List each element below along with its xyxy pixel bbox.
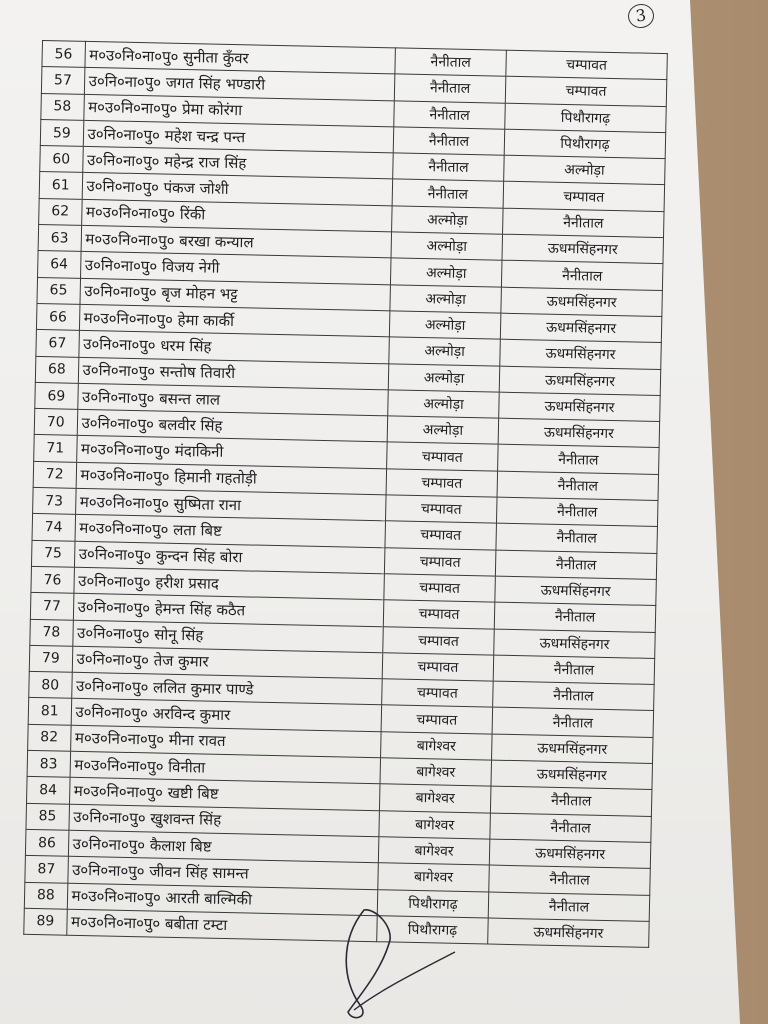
- from-district-cell: अल्मोड़ा: [388, 390, 500, 419]
- from-district-cell: अल्मोड़ा: [389, 337, 501, 366]
- to-district-cell: नैनीताल: [492, 708, 653, 738]
- serial-number-cell: 60: [40, 146, 83, 173]
- officer-name-cell: उ०नि०ना०पु० महेन्द्र राज सिंह: [82, 147, 393, 180]
- to-district-cell: नैनीताल: [493, 681, 654, 711]
- to-district-cell: ऊधमसिंहनगर: [494, 629, 655, 659]
- transfer-list-sheet: [22, 40, 668, 993]
- serial-number-cell: 70: [34, 409, 77, 436]
- from-district-cell: बागेश्वर: [378, 837, 490, 866]
- officer-name-cell: उ०नि०ना०पु० सन्तोष तिवारी: [78, 357, 389, 390]
- officer-name-cell: उ०नि०ना०पु० पंकज जोशी: [82, 173, 393, 206]
- to-district-cell: नैनीताल: [495, 550, 656, 580]
- serial-number-cell: 66: [36, 303, 79, 330]
- to-district-cell: नैनीताल: [494, 602, 655, 632]
- officer-name-cell: म०उ०नि०ना०पु० विनीता: [70, 751, 381, 784]
- serial-number-cell: 58: [41, 93, 84, 120]
- to-district-cell: ऊधमसिंहनगर: [500, 313, 661, 343]
- from-district-cell: चम्पावत: [383, 626, 495, 655]
- handwritten-signature: [330, 900, 460, 1024]
- officer-name-cell: उ०नि०ना०पु० हरीश प्रसाद: [73, 567, 384, 600]
- from-district-cell: अल्मोड़ा: [391, 232, 503, 261]
- from-district-cell: नैनीताल: [392, 179, 504, 208]
- to-district-cell: ऊधमसिंहनगर: [502, 234, 663, 264]
- to-district-cell: नैनीताल: [501, 261, 662, 291]
- officer-name-cell: उ०नि०ना०पु० कैलाश बिष्ट: [68, 830, 379, 863]
- from-district-cell: बागेश्वर: [380, 758, 492, 787]
- to-district-cell: ऊधमसिंहनगर: [501, 287, 662, 317]
- serial-number-cell: 62: [39, 198, 82, 225]
- serial-number-cell: 75: [31, 540, 74, 567]
- from-district-cell: अल्मोड़ा: [390, 258, 502, 287]
- from-district-cell: चम्पावत: [381, 705, 493, 734]
- from-district-cell: चम्पावत: [384, 574, 496, 603]
- serial-number-cell: 71: [34, 435, 77, 462]
- officer-name-cell: म०उ०नि०ना०पु० आरती बाल्मिकी: [67, 883, 378, 916]
- from-district-cell: अल्मोड़ा: [387, 416, 499, 445]
- to-district-cell: नैनीताल: [497, 471, 658, 501]
- serial-number-cell: 78: [30, 619, 73, 646]
- serial-number-cell: 77: [30, 593, 73, 620]
- to-district-cell: चम्पावत: [506, 50, 667, 80]
- serial-number-cell: 69: [35, 382, 78, 409]
- officer-name-cell: म०उ०नि०ना०पु० मंदाकिनी: [76, 436, 387, 469]
- to-district-cell: नैनीताल: [496, 523, 657, 553]
- serial-number-cell: 56: [42, 41, 85, 68]
- from-district-cell: बागेश्वर: [379, 810, 491, 839]
- serial-number-cell: 57: [41, 67, 84, 94]
- to-district-cell: चम्पावत: [503, 182, 664, 212]
- to-district-cell: ऊधमसिंहनगर: [499, 392, 660, 422]
- to-district-cell: नैनीताल: [490, 786, 651, 816]
- officer-name-cell: उ०नि०ना०पु० हेमन्त सिंह कठैत: [73, 594, 384, 627]
- serial-number-cell: 83: [27, 750, 70, 777]
- from-district-cell: पिथौरागढ़: [377, 916, 489, 945]
- from-district-cell: अल्मोड़ा: [389, 311, 501, 340]
- from-district-cell: बागेश्वर: [379, 784, 491, 813]
- from-district-cell: चम्पावत: [382, 679, 494, 708]
- officer-name-cell: उ०नि०ना०पु० जगत सिंह भण्डारी: [84, 68, 395, 101]
- officer-name-cell: उ०नि०ना०पु० अरविन्द कुमार: [71, 699, 382, 732]
- officer-name-cell: म०उ०नि०ना०पु० हिमानी गहतोड़ी: [76, 462, 387, 495]
- to-district-cell: पिथौरागढ़: [504, 129, 665, 159]
- from-district-cell: नैनीताल: [394, 100, 506, 129]
- from-district-cell: नैनीताल: [394, 74, 506, 103]
- officer-name-cell: उ०नि०ना०पु० धरम सिंह: [78, 331, 389, 364]
- to-district-cell: पिथौरागढ़: [505, 103, 666, 133]
- serial-number-cell: 67: [36, 330, 79, 357]
- serial-number-cell: 76: [31, 566, 74, 593]
- from-district-cell: चम्पावत: [386, 469, 498, 498]
- serial-number-cell: 59: [40, 119, 83, 146]
- from-district-cell: चम्पावत: [385, 495, 497, 524]
- serial-number-cell: 85: [26, 803, 69, 830]
- officer-name-cell: उ०नि०ना०पु० ललित कुमार पाण्डे: [71, 672, 382, 705]
- transfer-table: [23, 40, 668, 948]
- from-district-cell: चम्पावत: [385, 521, 497, 550]
- from-district-cell: अल्मोड़ा: [388, 363, 500, 392]
- officer-name-cell: म०उ०नि०ना०पु० हेमा कार्की: [79, 304, 390, 337]
- to-district-cell: नैनीताल: [490, 813, 651, 843]
- officer-name-cell: म०उ०नि०ना०पु० लता बिष्ट: [75, 515, 386, 548]
- serial-number-cell: 88: [24, 882, 67, 909]
- officer-name-cell: उ०नि०ना०पु० सोनू सिंह: [72, 620, 383, 653]
- serial-number-cell: 73: [33, 487, 76, 514]
- transfer-table-body: [24, 41, 668, 948]
- to-district-cell: ऊधमसिंहनगर: [491, 760, 652, 790]
- to-district-cell: नैनीताल: [503, 208, 664, 238]
- officer-name-cell: उ०नि०ना०पु० बृज मोहन भट्ट: [80, 278, 391, 311]
- from-district-cell: चम्पावत: [382, 653, 494, 682]
- from-district-cell: अल्मोड़ा: [390, 285, 502, 314]
- officer-name-cell: उ०नि०ना०पु० जीवन सिंह सामन्त: [67, 856, 378, 889]
- from-district-cell: चम्पावत: [383, 600, 495, 629]
- officer-name-cell: उ०नि०ना०पु० बसन्त लाल: [77, 383, 388, 416]
- from-district-cell: नैनीताल: [395, 48, 507, 77]
- serial-number-cell: 89: [24, 908, 67, 935]
- from-district-cell: अल्मोड़ा: [392, 206, 504, 235]
- to-district-cell: नैनीताल: [493, 655, 654, 685]
- from-district-cell: पिथौरागढ़: [377, 889, 489, 918]
- from-district-cell: नैनीताल: [393, 153, 505, 182]
- from-district-cell: चम्पावत: [384, 547, 496, 576]
- serial-number-cell: 64: [38, 251, 81, 278]
- serial-number-cell: 84: [27, 777, 70, 804]
- page-number: 3: [626, 2, 655, 29]
- serial-number-cell: 72: [33, 461, 76, 488]
- to-district-cell: चम्पावत: [505, 77, 666, 107]
- officer-name-cell: उ०नि०ना०पु० कुन्दन सिंह बोरा: [74, 541, 385, 574]
- officer-name-cell: उ०नि०ना०पु० खुशवन्त सिंह: [69, 804, 380, 837]
- from-district-cell: चम्पावत: [387, 442, 499, 471]
- to-district-cell: ऊधमसिंहनगर: [500, 339, 661, 369]
- to-district-cell: नैनीताल: [488, 892, 649, 922]
- officer-name-cell: म०उ०नि०ना०पु० रिंकी: [81, 199, 392, 232]
- to-district-cell: अल्मोड़ा: [504, 155, 665, 185]
- to-district-cell: ऊधमसिंहनगर: [488, 918, 649, 948]
- serial-number-cell: 79: [29, 645, 72, 672]
- serial-number-cell: 87: [25, 856, 68, 883]
- to-district-cell: नैनीताल: [489, 865, 650, 895]
- officer-name-cell: म०उ०नि०ना०पु० खष्टी बिष्ट: [69, 778, 380, 811]
- officer-name-cell: म०उ०नि०ना०पु० बरखा कन्याल: [81, 225, 392, 258]
- officer-name-cell: म०उ०नि०ना०पु० मीना रावत: [70, 725, 381, 758]
- serial-number-cell: 63: [38, 225, 81, 252]
- to-district-cell: नैनीताल: [497, 497, 658, 527]
- to-district-cell: ऊधमसिंहनगर: [499, 366, 660, 396]
- serial-number-cell: 65: [37, 277, 80, 304]
- to-district-cell: नैनीताल: [498, 445, 659, 475]
- from-district-cell: बागेश्वर: [381, 731, 493, 760]
- to-district-cell: ऊधमसिंहनगर: [498, 418, 659, 448]
- serial-number-cell: 82: [28, 724, 71, 751]
- officer-name-cell: उ०नि०ना०पु० महेश चन्द्र पन्त: [83, 120, 394, 153]
- officer-name-cell: उ०नि०ना०पु० बलवीर सिंह: [77, 409, 388, 442]
- serial-number-cell: 81: [28, 698, 71, 725]
- to-district-cell: ऊधमसिंहनगर: [489, 839, 650, 869]
- serial-number-cell: 61: [39, 172, 82, 199]
- officer-name-cell: उ०नि०ना०पु० तेज कुमार: [72, 646, 383, 679]
- officer-name-cell: म०उ०नि०ना०पु० प्रेमा कोरंगा: [83, 94, 394, 127]
- officer-name-cell: म०उ०नि०ना०पु० बबीता टम्टा: [66, 909, 377, 942]
- officer-name-cell: म०उ०नि०ना०पु० सुनीता कुँवर: [84, 41, 395, 74]
- from-district-cell: नैनीताल: [393, 127, 505, 156]
- serial-number-cell: 86: [25, 829, 68, 856]
- officer-name-cell: उ०नि०ना०पु० विजय नेगी: [80, 252, 391, 285]
- to-district-cell: ऊधमसिंहनगर: [492, 734, 653, 764]
- officer-name-cell: म०उ०नि०ना०पु० सुष्मिता राना: [75, 488, 386, 521]
- serial-number-cell: 80: [29, 671, 72, 698]
- to-district-cell: ऊधमसिंहनगर: [495, 576, 656, 606]
- from-district-cell: बागेश्वर: [378, 863, 490, 892]
- serial-number-cell: 74: [32, 514, 75, 541]
- serial-number-cell: 68: [35, 356, 78, 383]
